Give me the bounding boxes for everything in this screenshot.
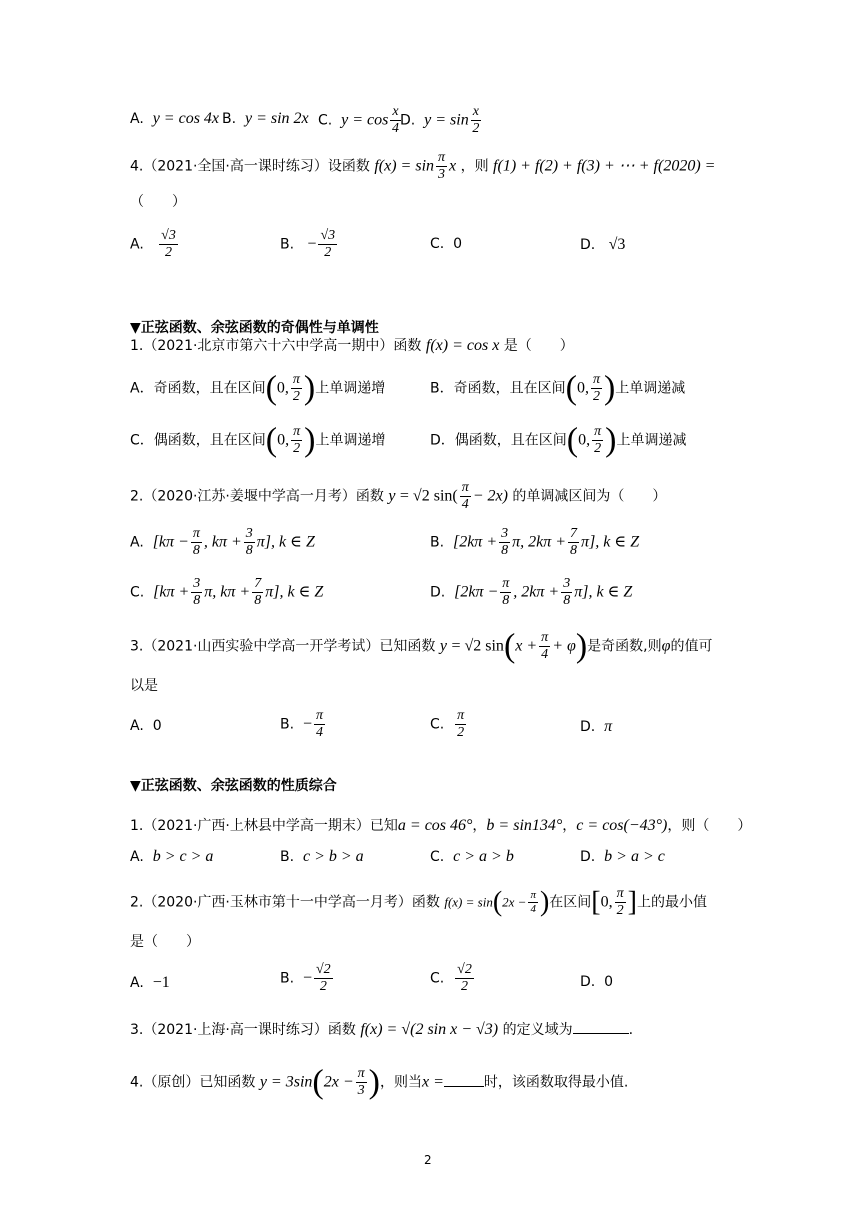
- section-heading-2: ▼正弦函数、余弦函数的性质综合: [130, 778, 337, 794]
- s2-q2-option-c: C. $\frac{√2}{2}$: [430, 962, 472, 994]
- option-b: B. y = sin 2x: [222, 110, 309, 127]
- s1-q3-option-a: A. 0: [130, 718, 162, 734]
- s2-q2-option-d: D. 0: [580, 974, 614, 990]
- s1-q2-option-c: C. [kπ + $\frac{3}{8}$ π, kπ + $\frac{7}{8}$ π], k ∈ Z: [130, 576, 324, 608]
- s1-q1-option-a: A．奇函数，且在区间(0, $\frac{\pi}{2}$ )上单调递增: [130, 369, 386, 407]
- q4-option-d: D. √3: [580, 236, 626, 253]
- q4-option-c: C. 0: [430, 236, 463, 252]
- s1-q2-option-a: A. [kπ − $\frac{\pi}{8}$ , kπ + $\frac{3}{8}$ π], k ∈ Z: [130, 526, 315, 558]
- s2-question-2-line2: 是（ ）: [130, 934, 200, 950]
- s2-question-1: 1.（2021·广西·上林县中学高一期末）已知a = cos 46°，b = sin134°，c = cos(−43°)，则（ ）: [130, 817, 752, 834]
- s1-q3-option-c: C. $\frac{\pi}{2}$: [430, 708, 465, 740]
- s1-q1-option-d: D．偶函数，且在区间(0, $\frac{\pi}{2}$ )上单调递减: [430, 421, 687, 459]
- s1-q1-option-b: B．奇函数，且在区间(0, $\frac{\pi}{2}$ )上单调递减: [430, 369, 686, 407]
- section-heading-1: ▼正弦函数、余弦函数的奇偶性与单调性: [130, 320, 379, 336]
- s2-q1-option-a: A. b > c > a: [130, 848, 214, 865]
- s2-q1-option-d: D. b > a > c: [580, 848, 665, 865]
- s1-q2-option-b: B. [2kπ + $\frac{3}{8}$ π, 2kπ + $\frac{7}{8}$ π], k ∈ Z: [430, 526, 640, 558]
- page-number: 2: [424, 1153, 432, 1167]
- s1-q2-option-d: D. [2kπ − $\frac{\pi}{8}$ , 2kπ + $\frac{3}{8}$ π], k ∈ Z: [430, 576, 633, 608]
- option-d: D. y = sin $\frac{x}{2}$: [400, 104, 480, 136]
- s1-question-3-line2: 以是: [130, 678, 158, 694]
- s1-question-3: 3.（2021·山西实验中学高一开学考试）已知函数 y = √2 sin(x + $\frac{\pi}{4}$ + φ)是奇函数,则φ的值可: [130, 627, 713, 665]
- s2-question-3: 3.（2021·上海·高一课时练习）函数 f(x) = √(2 sin x − √3) 的定义域为 .: [130, 1021, 634, 1038]
- s1-question-1: 1.（2021·北京市第六十六中学高一期中）函数 f(x) = cos x 是（ ）: [130, 337, 574, 354]
- answer-blank: [573, 1033, 629, 1034]
- s1-q3-option-d: D. π: [580, 718, 613, 735]
- s1-question-2: 2.（2020·江苏·姜堰中学高一月考）函数 y = √2 sin( $\frac{\pi}{4}$ − 2x) 的单调减区间为（ ）: [130, 480, 667, 512]
- s2-q2-option-b: B. − $\frac{√2}{2}$: [280, 962, 331, 994]
- s2-q1-option-c: C. c > a > b: [430, 848, 514, 865]
- answer-blank-2: [444, 1086, 484, 1087]
- question-4: 4.（2021·全国·高一课时练习）设函数 f(x) = sin $\frac{\pi}{3}$ x ，则 f(1) + f(2) + f(3) + ⋯ + f(2020) =: [130, 150, 716, 182]
- q4-option-b: B. − $\frac{√3}{2}$: [280, 228, 336, 260]
- s2-question-4: 4.（原创）已知函数 y = 3sin(2x − $\frac{\pi}{3}$ )，则当x = 时，该函数取得最小值.: [130, 1063, 629, 1101]
- s2-q1-option-b: B. c > b > a: [280, 848, 364, 865]
- s2-q2-option-a: A. −1: [130, 974, 170, 991]
- s1-q3-option-b: B. − $\frac{\pi}{4}$: [280, 708, 324, 740]
- option-c: C. y = cos $\frac{x}{4}$: [318, 104, 399, 136]
- question-4-paren: （ ）: [130, 194, 186, 210]
- option-a: A. y = cos 4x: [130, 110, 220, 127]
- s1-q1-option-c: C．偶函数，且在区间(0, $\frac{\pi}{2}$ )上单调递增: [130, 421, 386, 459]
- s2-question-2: 2.（2020·广西·玉林市第十一中学高一月考）函数 f(x) = sin(2x − $\frac{\pi}{4}$ )在区间[0, $\frac{\pi}{2}$ ]上的最小值: [130, 886, 707, 918]
- q4-option-a: A. $\frac{√3}{2}$: [130, 228, 176, 260]
